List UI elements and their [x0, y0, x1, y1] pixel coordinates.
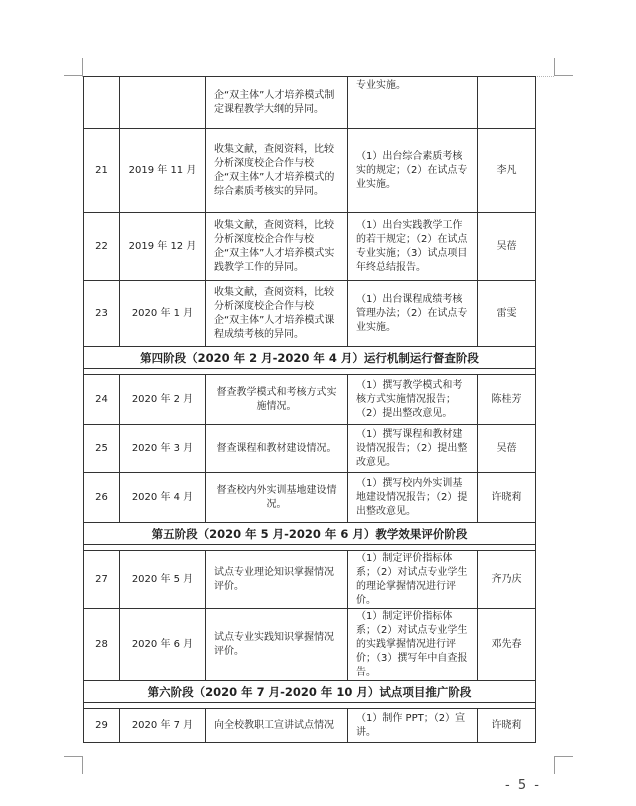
crop-mark-top-left — [82, 58, 83, 76]
cell-person: 吴蓓 — [478, 213, 536, 281]
cell-date: 2019 年 12 月 — [120, 213, 206, 281]
crop-mark-bottom-right — [554, 756, 555, 774]
cell-date: 2020 年 4 月 — [120, 473, 206, 523]
cell-outcome: （1）出台课程成绩考核管理办法；（2）在试点专业实施。 — [348, 281, 478, 347]
cell-num: 26 — [84, 473, 120, 523]
cell-task: 督查课程和教材建设情况。 — [206, 425, 348, 473]
cell-date: 2020 年 6 月 — [120, 609, 206, 681]
cell-num: 23 — [84, 281, 120, 347]
cell-outcome: （1）撰写校内外实训基地建设情况报告；（2）提出整改意见。 — [348, 473, 478, 523]
cell-person: 李凡 — [478, 129, 536, 213]
table-row — [84, 473, 536, 523]
phase-heading-row — [84, 347, 536, 369]
cell-person: 齐乃庆 — [478, 551, 536, 609]
cell-outcome: （1）制定评价指标体系；（2）对试点专业学生的实践掌握情况进行评价；（3）撰写年中自查报告。 — [348, 609, 478, 681]
crop-mark-top-right-h — [555, 75, 573, 76]
phase-heading-row — [84, 523, 536, 545]
cell-date: 2020 年 1 月 — [120, 281, 206, 347]
cell-date: 2020 年 5 月 — [120, 551, 206, 609]
cell-task: 试点专业理论知识掌握情况评价。 — [206, 551, 348, 609]
cell-outcome: （1）撰写课程和教材建设情况报告；（2）提出整改意见。 — [348, 425, 478, 473]
cell-outcome: （1）制定评价指标体系；（2）对试点专业学生的理论掌握情况进行评价。 — [348, 551, 478, 609]
table-row — [84, 551, 536, 609]
cell-task: 企“双主体”人才培养模式制定课程教学大纲的异同。 — [206, 77, 348, 129]
table-row — [84, 375, 536, 425]
cell-date: 2019 年 11 月 — [120, 129, 206, 213]
cell-task: 向全校教职工宣讲试点情况 — [206, 709, 348, 743]
cell-person: 吴蓓 — [478, 425, 536, 473]
cell-outcome: （1）撰写教学模式和考核方式实施情况报告；（2）提出整改意见。 — [348, 375, 478, 425]
cell-person: 邓先春 — [478, 609, 536, 681]
cell-outcome: （1）出台实践教学工作的若干规定；（2）在试点专业实施；（3）试点项目年终总结报告。 — [348, 213, 478, 281]
table-row — [84, 129, 536, 213]
cell-outcome: （1）出台综合素质考核实的规定；（2）在试点专业实施。 — [348, 129, 478, 213]
page-number: - 5 - — [505, 778, 541, 793]
cell-num: 29 — [84, 709, 120, 743]
table-row — [84, 425, 536, 473]
cell-person: 陈桂芳 — [478, 375, 536, 425]
crop-mark-top-left-h — [64, 75, 82, 76]
table-row — [84, 709, 536, 743]
phase-4-title: 第四阶段（2020 年 2 月-2020 年 4 月）运行机制运行督查阶段 — [84, 347, 536, 369]
cell-num: 21 — [84, 129, 120, 213]
cell-num: 24 — [84, 375, 120, 425]
cell-person — [478, 77, 536, 129]
cell-num: 27 — [84, 551, 120, 609]
table-row — [84, 213, 536, 281]
phase-6-title: 第六阶段（2020 年 7 月-2020 年 10 月）试点项目推广阶段 — [84, 681, 536, 703]
cell-date: 2020 年 2 月 — [120, 375, 206, 425]
cell-num: 28 — [84, 609, 120, 681]
crop-mark-top-right — [554, 58, 555, 76]
table-row — [84, 609, 536, 681]
cell-person: 许晓莉 — [478, 709, 536, 743]
cell-task: 督查校内外实训基地建设情况。 — [206, 473, 348, 523]
cell-task: 收集文献，查阅资料，比较分析深度校企合作与校企“双主体”人才培养模式的综合素质考核实的异同。 — [206, 129, 348, 213]
table-row — [84, 77, 536, 129]
schedule-table — [83, 76, 536, 743]
crop-mark-bottom-left — [82, 756, 83, 774]
crop-mark-bottom-left-h — [64, 756, 82, 757]
cell-task: 收集文献，查阅资料，比较分析深度校企合作与校企“双主体”人才培养模式课程成绩考核的异同。 — [206, 281, 348, 347]
cell-task: 试点专业实践知识掌握情况评价。 — [206, 609, 348, 681]
cell-date: 2020 年 7 月 — [120, 709, 206, 743]
crop-mark-bottom-right-h — [555, 756, 573, 757]
cell-date — [120, 77, 206, 129]
cell-num — [84, 77, 120, 129]
cell-person: 雷雯 — [478, 281, 536, 347]
cell-num: 25 — [84, 425, 120, 473]
phase-5-title: 第五阶段（2020 年 5 月-2020 年 6 月）教学效果评价阶段 — [84, 523, 536, 545]
cell-task: 督查教学模式和考核方式实施情况。 — [206, 375, 348, 425]
cell-task: 收集文献，查阅资料，比较分析深度校企合作与校企“双主体”人才培养模式实践教学工作的异同。 — [206, 213, 348, 281]
cell-person: 许晓莉 — [478, 473, 536, 523]
cell-num: 22 — [84, 213, 120, 281]
table-row — [84, 281, 536, 347]
cell-outcome: （1）制作 PPT；（2）宣讲。 — [348, 709, 478, 743]
phase-heading-row — [84, 681, 536, 703]
cell-date: 2020 年 3 月 — [120, 425, 206, 473]
cell-outcome: 专业实施。 — [348, 77, 478, 129]
